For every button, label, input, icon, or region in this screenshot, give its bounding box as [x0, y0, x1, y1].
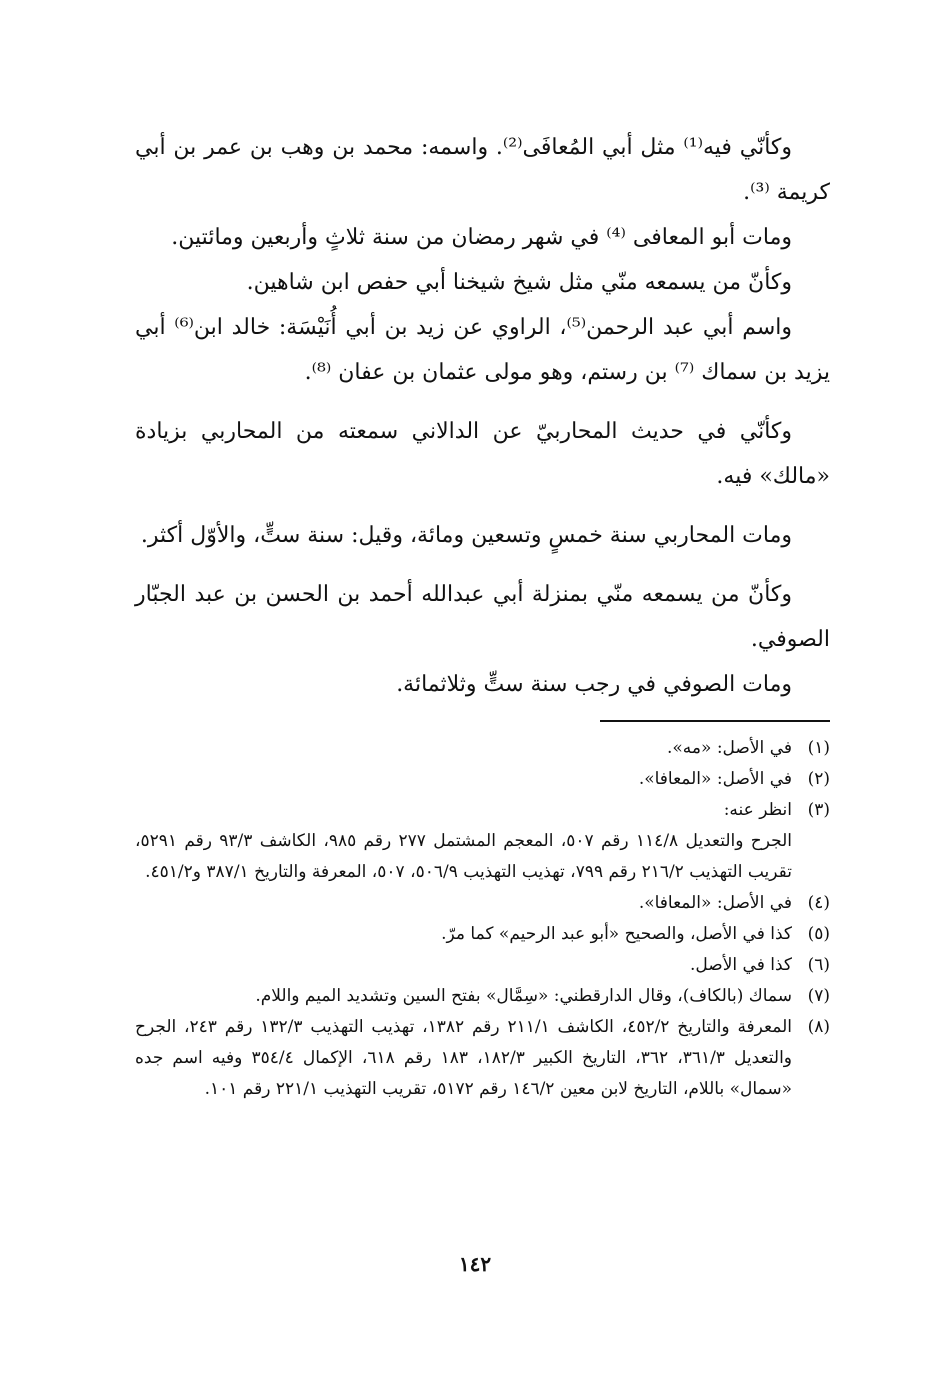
paragraph-7: وكأنّ من يسمعه منّي بمنزلة أبي عبدالله أحمد بن الحسن بن عبد الجبّار الصوفي. [135, 582, 830, 652]
footnote-2 [135, 764, 830, 795]
footnote-7 [135, 981, 830, 1012]
footnote-text: انظر عنه: [723, 800, 792, 820]
paragraph-4: واسم أبي عبد الرحمن⁽⁵⁾، الراوي عن زيد بن أبي أُنَيْسَة: خالد ابن⁽⁶⁾ أبي يزيد بن سماك ⁽⁷⁾ بن رستم، وهو مولى عثمان بن عفان ⁽⁸⁾. [135, 315, 830, 385]
footnote-5 [135, 919, 830, 950]
footnote-6 [135, 950, 830, 981]
paragraph-5: وكأنّي في حديث المحاربيّ عن الدالاني سمعته من المحاربي بزيادة «مالك» فيه. [135, 419, 830, 489]
footnote-text: في الأصل: «المعافا». [638, 769, 792, 789]
footnote-divider [600, 720, 830, 722]
footnote-3 [135, 795, 830, 826]
page-number: ١٤٢ [458, 1252, 492, 1276]
footnote-number: (٣) [807, 800, 830, 820]
footnote-number: (٦) [807, 955, 830, 975]
paragraph-1: وكأنّي فيه⁽¹⁾ مثل أبي المُعافَى⁽²⁾. واسمه: محمد بن وهب بن عمر بن أبي كريمة ⁽³⁾. [135, 135, 830, 205]
footnote-number: (٥) [807, 924, 830, 944]
footnote-number: (١) [807, 738, 830, 758]
paragraph-8: ومات الصوفي في رجب سنة ستٍّ وثلاثمائة. [396, 672, 792, 697]
footnote-text: سماك (بالكاف)، وقال الدارقطني: «سِمَّال» بفتح السين وتشديد الميم واللام. [255, 986, 792, 1006]
paragraph-2: ومات أبو المعافى ⁽⁴⁾ في شهر رمضان من سنة ثلاثٍ وأربعين ومائتين. [171, 225, 792, 250]
footnotes [135, 733, 830, 1105]
footnote-text: كذا في الأصل. [690, 955, 792, 975]
footnote-number: (٨) [807, 1017, 830, 1037]
footnote-4 [135, 888, 830, 919]
footnote-number: (٢) [807, 769, 830, 789]
footnote-text: كذا في الأصل، والصحيح «أبو عبد الرحيم» كما مرّ. [441, 924, 792, 944]
footnote-text: في الأصل: «مه». [667, 738, 792, 758]
footnote-8 [135, 1012, 830, 1105]
footnote-1 [135, 733, 830, 764]
footnote-text: المعرفة والتاريخ ٤٥٢/٢، الكاشف ٢١١/١ رقم ١٣٨٢، تهذيب التهذيب ١٣٢/٣ رقم ٢٤٣، الجرح والتعديل ٣٦١/٣، ٣٦٢، التاريخ الكبير ١٨٢/٣، ١٨٣ رقم ٦١٨، الإكمال ٣٥٤/٤ وفيه اسم جده «سمال» باللام، التاريخ لابن معين ١٤٦/٢ رقم ٥١٧٢، تقريب التهذيب ٢٢١/١ رقم ١٠١. [135, 1017, 793, 1099]
main-text [135, 125, 830, 707]
footnote-number: (٧) [807, 986, 830, 1006]
paragraph-3: وكأنّ من يسمعه منّي مثل شيخ شيخنا أبي حفص ابن شاهين. [246, 270, 792, 295]
footnote-3-references: الجرح والتعديل ١١٤/٨ رقم ٥٠٧، المعجم المشتمل ٢٧٧ رقم ٩٨٥، الكاشف ٩٣/٣ رقم ٥٢٩١، تقريب التهذيب ٢١٦/٢ رقم ٧٩٩، تهذيب التهذيب ٥٠٦/٩، ٥٠٧، المعرفة والتاريخ ٣٨٧/١ و٤٥١/٢. [135, 831, 792, 882]
paragraph-6: ومات المحاربي سنة خمسٍ وتسعين ومائة، وقيل: سنة ستٍّ، والأوّل أكثر. [140, 523, 792, 548]
footnote-number: (٤) [807, 893, 830, 913]
footnote-text: في الأصل: «المعافا». [638, 893, 792, 913]
